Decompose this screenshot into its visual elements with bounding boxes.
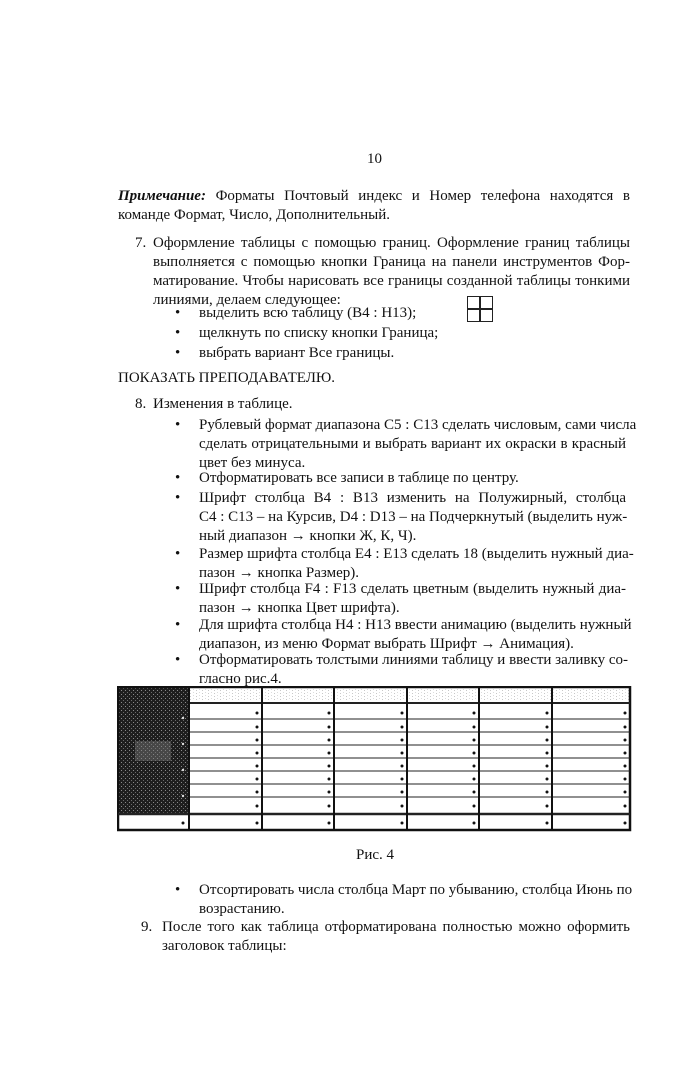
- bullet-icon: •: [175, 546, 181, 562]
- item7-bullet-2: щелкнуть по списку кнопки Граница;: [199, 325, 439, 341]
- item8-b1-line-3: цвет без минуса.: [199, 455, 306, 471]
- item8-b1-line-1: Рублевый формат диапазона С5 : С13 сделать числовым, сами числа: [199, 417, 637, 433]
- item8-b5-line-2: пазон → кнопка Цвет шрифта).: [199, 600, 400, 616]
- item8-title: Изменения в таблице.: [153, 396, 293, 412]
- bullet-icon: •: [175, 652, 181, 668]
- item8-b3-line-3: ный диапазон → кнопки Ж, К, Ч).: [199, 528, 417, 544]
- bullet-icon: •: [175, 325, 181, 341]
- item8-number: 8.: [135, 396, 147, 412]
- item9-number: 9.: [141, 919, 153, 935]
- item8-b2-line-1: Отформатировать все записи в таблице по центру.: [199, 470, 519, 486]
- item7-line-1: Оформление таблицы с помощью границ. Оформление границ таблицы: [153, 235, 630, 251]
- item8-b6-line-1: Для шрифта столбца Н4 : Н13 ввести анимацию (выделить нужный: [199, 617, 632, 633]
- item8-b1-line-2: сделать отрицательными и выбрать вариант их окраски в красный: [199, 436, 626, 452]
- item7-bullet-1: выделить всю таблицу (B4 : H13);: [199, 305, 417, 321]
- item8-b4-line-2: пазон → кнопка Размер).: [199, 565, 359, 581]
- page-number: 10: [367, 151, 382, 167]
- item7-line-3: матирование. Чтобы нарисовать все границы созданной таблицы тонкими: [153, 273, 630, 289]
- note-line-1: [118, 187, 630, 206]
- bullet-icon: •: [175, 345, 181, 361]
- bullet-icon: •: [175, 581, 181, 597]
- figure-caption: Рис. 4: [356, 847, 395, 863]
- sort-bullet-line-1: Отсортировать числа столбца Март по убыванию, столбца Июнь по: [199, 882, 633, 898]
- item8-b5-line-1: Шрифт столбца F4 : F13 сделать цветным (выделить нужный диа-: [199, 581, 626, 597]
- item9-line-2: заголовок таблицы:: [162, 938, 287, 954]
- item8-b6-line-2: диапазон, из меню Формат выбрать Шрифт → Анимация).: [199, 636, 574, 652]
- item7-number: 7.: [135, 235, 147, 251]
- bullet-icon: •: [175, 490, 181, 506]
- note-text-1: Форматы Почтовый индекс и Номер телефона находятся в: [215, 188, 631, 204]
- bullet-icon: •: [175, 417, 181, 433]
- all-borders-icon: [467, 296, 493, 322]
- item8-b4-line-1: Размер шрифта столбца Е4 : Е13 сделать 18 (выделить нужный диа-: [199, 546, 634, 562]
- item7-bullet-3: выбрать вариант Все границы.: [199, 345, 395, 361]
- item8-b7-line-1: Отформатировать толстыми линиями таблицу и ввести заливку со-: [199, 652, 628, 668]
- bullet-icon: •: [175, 305, 181, 321]
- item8-b3-line-1: Шрифт столбца В4 : В13 изменить на Полужирный, столбца: [199, 490, 626, 506]
- figure-table-image: [117, 686, 632, 832]
- note-label: Примечание:: [118, 188, 206, 204]
- note-line-2: команде Формат, Число, Дополнительный.: [118, 207, 391, 223]
- item8-b7-line-2: гласно рис.4.: [199, 671, 282, 687]
- show-teacher-heading: ПОКАЗАТЬ ПРЕПОДАВАТЕЛЮ.: [118, 370, 336, 386]
- item7-line-2: выполняется с помощью кнопки Граница на панели инструментов Фор-: [153, 254, 630, 270]
- item7-line-4: линиями, делаем следующее:: [153, 292, 341, 308]
- bullet-icon: •: [175, 617, 181, 633]
- item8-b3-line-2: С4 : С13 – на Курсив, D4 : D13 – на Подчеркнутый (выделить нуж-: [199, 509, 628, 525]
- bullet-icon: •: [175, 882, 181, 898]
- sort-bullet-line-2: возрастанию.: [199, 901, 285, 917]
- bullet-icon: •: [175, 470, 181, 486]
- item9-line-1: После того как таблица отформатирована полностью можно оформить: [162, 919, 630, 935]
